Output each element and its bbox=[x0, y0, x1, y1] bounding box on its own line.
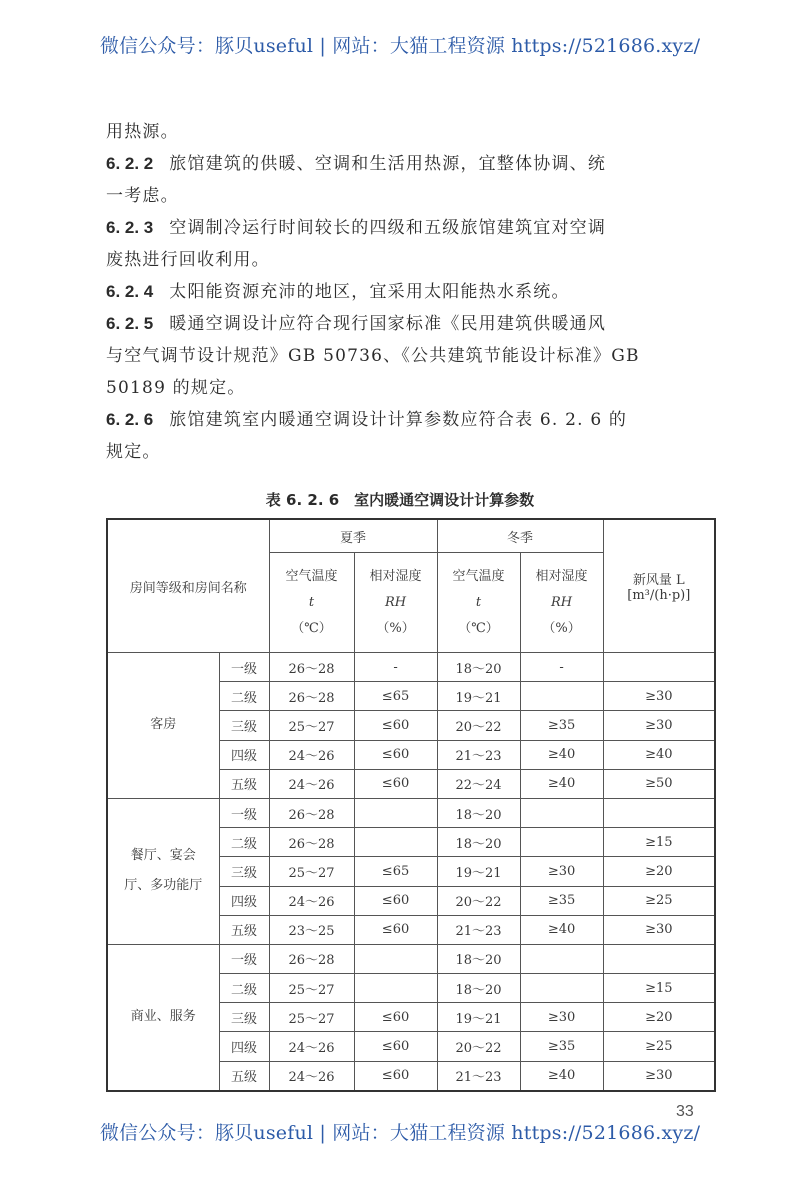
summer-rh-cell bbox=[354, 828, 437, 857]
fresh-air-cell: ≥25 bbox=[603, 1032, 715, 1061]
summer-rh-cell: - bbox=[354, 653, 437, 682]
summer-temp-cell: 24～26 bbox=[269, 769, 354, 798]
clause-text: 用热源。 bbox=[106, 122, 179, 142]
grade-cell: 一级 bbox=[219, 798, 269, 827]
summer-rh-cell bbox=[354, 944, 437, 973]
fresh-air-cell: ≥20 bbox=[603, 857, 715, 886]
fresh-air-cell: ≥30 bbox=[603, 915, 715, 944]
paragraph-line bbox=[106, 212, 606, 244]
fresh-air-unit: [m³/(h·p)] bbox=[627, 588, 691, 603]
winter-rh-cell bbox=[520, 974, 603, 1003]
fresh-air-header bbox=[603, 519, 715, 653]
parameters-table bbox=[106, 518, 716, 1092]
winter-rh-cell: ≥30 bbox=[520, 857, 603, 886]
clause-text: 太阳能资源充沛的地区，宜采用太阳能热水系统。 bbox=[169, 282, 570, 302]
summer-temp-cell: 23～25 bbox=[269, 915, 354, 944]
grade-cell: 一级 bbox=[219, 944, 269, 973]
grade-cell: 一级 bbox=[219, 653, 269, 682]
paragraph-line bbox=[106, 116, 179, 148]
temp-unit: （℃） bbox=[291, 620, 332, 636]
winter-temp-cell: 18～20 bbox=[437, 828, 520, 857]
summer-rh-cell: ≤60 bbox=[354, 915, 437, 944]
winter-temp-cell: 19～21 bbox=[437, 1003, 520, 1032]
page-number: 33 bbox=[676, 1103, 694, 1120]
grade-cell: 四级 bbox=[219, 1032, 269, 1061]
rh-unit: （%） bbox=[376, 620, 415, 636]
body-text bbox=[106, 116, 720, 468]
summer-temp-cell: 25～27 bbox=[269, 1003, 354, 1032]
fresh-air-cell: ≥30 bbox=[603, 711, 715, 740]
rh-symbol: RH bbox=[550, 594, 573, 610]
winter-rh-cell: ≥30 bbox=[520, 1003, 603, 1032]
room-type-cell: 客房 bbox=[107, 653, 219, 799]
clause-text: 废热进行回收利用。 bbox=[106, 250, 270, 270]
rh-label: 相对湿度 bbox=[369, 568, 422, 584]
fresh-air-cell: ≥30 bbox=[603, 682, 715, 711]
grade-cell: 三级 bbox=[219, 857, 269, 886]
summer-rh-cell: ≤60 bbox=[354, 769, 437, 798]
summer-rh-cell: ≤65 bbox=[354, 857, 437, 886]
paragraph-line bbox=[106, 340, 640, 372]
summer-temp-cell: 26～28 bbox=[269, 828, 354, 857]
summer-rh-cell bbox=[354, 798, 437, 827]
clause-number: 6. 2. 4 bbox=[106, 282, 154, 301]
clause-text: 空调制冷运行时间较长的四级和五级旅馆建筑宜对空调 bbox=[169, 218, 607, 238]
summer-temp-cell: 24～26 bbox=[269, 740, 354, 769]
winter-header: 冬季 bbox=[437, 519, 603, 553]
table-row bbox=[107, 653, 715, 682]
grade-cell: 二级 bbox=[219, 682, 269, 711]
paragraph-line bbox=[106, 404, 627, 436]
temp-label: 空气温度 bbox=[285, 568, 338, 584]
winter-temp-cell: 20～22 bbox=[437, 886, 520, 915]
grade-cell: 五级 bbox=[219, 1061, 269, 1091]
grade-cell: 五级 bbox=[219, 915, 269, 944]
summer-rh-cell: ≤60 bbox=[354, 1032, 437, 1061]
fresh-air-cell: ≥15 bbox=[603, 828, 715, 857]
summer-header: 夏季 bbox=[269, 519, 437, 553]
fresh-air-label: 新风量 L bbox=[632, 573, 685, 588]
winter-temp-cell: 20～22 bbox=[437, 711, 520, 740]
winter-temp-cell: 19～21 bbox=[437, 682, 520, 711]
paragraph-line bbox=[106, 244, 270, 276]
room-type-cell: 餐厅、宴会厅、多功能厅 bbox=[107, 798, 219, 944]
fresh-air-cell bbox=[603, 653, 715, 682]
paragraph-line bbox=[106, 148, 606, 180]
grade-cell: 五级 bbox=[219, 769, 269, 798]
winter-temp-cell: 18～20 bbox=[437, 798, 520, 827]
winter-rh-cell: ≥40 bbox=[520, 1061, 603, 1091]
clause-text: 规定。 bbox=[106, 442, 161, 462]
summer-rh-cell: ≤60 bbox=[354, 740, 437, 769]
winter-temp-cell: 21～23 bbox=[437, 915, 520, 944]
winter-temp-cell: 22～24 bbox=[437, 769, 520, 798]
winter-rh-cell: ≥40 bbox=[520, 740, 603, 769]
summer-rh-cell: ≤65 bbox=[354, 682, 437, 711]
grade-cell: 四级 bbox=[219, 886, 269, 915]
summer-temp-cell: 24～26 bbox=[269, 1061, 354, 1091]
room-type-cell: 商业、服务 bbox=[107, 944, 219, 1090]
summer-temp-cell: 25～27 bbox=[269, 711, 354, 740]
temp-label: 空气温度 bbox=[452, 568, 505, 584]
clause-text: 与空气调节设计规范》GB 50736、《公共建筑节能设计标准》GB bbox=[106, 346, 640, 366]
clause-text: 旅馆建筑的供暖、空调和生活用热源，宜整体协调、统 bbox=[169, 154, 607, 174]
summer-temp-cell: 25～27 bbox=[269, 974, 354, 1003]
winter-temp-cell: 18～20 bbox=[437, 944, 520, 973]
winter-rh-header bbox=[520, 553, 603, 653]
grade-cell: 三级 bbox=[219, 1003, 269, 1032]
winter-temp-header bbox=[437, 553, 520, 653]
temp-symbol: t bbox=[308, 594, 315, 610]
winter-rh-cell bbox=[520, 828, 603, 857]
paragraph-line bbox=[106, 436, 161, 468]
clause-number: 6. 2. 5 bbox=[106, 314, 154, 333]
summer-temp-cell: 24～26 bbox=[269, 1032, 354, 1061]
summer-temp-cell: 26～28 bbox=[269, 944, 354, 973]
paragraph-line bbox=[106, 372, 245, 404]
table-row bbox=[107, 798, 715, 827]
top-watermark-banner: 微信公众号：豚贝useful | 网站：大猫工程资源 https://521686.xyz/ bbox=[99, 35, 701, 57]
grade-cell: 三级 bbox=[219, 711, 269, 740]
clause-text: 一考虑。 bbox=[106, 186, 179, 206]
temp-symbol: t bbox=[475, 594, 482, 610]
fresh-air-cell: ≥25 bbox=[603, 886, 715, 915]
winter-temp-cell: 18～20 bbox=[437, 974, 520, 1003]
summer-temp-cell: 26～28 bbox=[269, 653, 354, 682]
fresh-air-cell: ≥50 bbox=[603, 769, 715, 798]
rh-label: 相对湿度 bbox=[535, 568, 588, 584]
clause-number: 6. 2. 2 bbox=[106, 154, 154, 173]
summer-temp-cell: 24～26 bbox=[269, 886, 354, 915]
room-header: 房间等级和房间名称 bbox=[107, 519, 269, 653]
winter-temp-cell: 18～20 bbox=[437, 653, 520, 682]
winter-rh-cell: ≥35 bbox=[520, 711, 603, 740]
winter-rh-cell: ≥40 bbox=[520, 915, 603, 944]
winter-rh-cell: ≥40 bbox=[520, 769, 603, 798]
winter-temp-cell: 21～23 bbox=[437, 740, 520, 769]
summer-temp-header bbox=[269, 553, 354, 653]
fresh-air-cell bbox=[603, 798, 715, 827]
grade-cell: 二级 bbox=[219, 828, 269, 857]
paragraph-line bbox=[106, 180, 179, 212]
summer-rh-cell: ≤60 bbox=[354, 711, 437, 740]
clause-text: 暖通空调设计应符合现行国家标准《民用建筑供暖通风 bbox=[169, 314, 607, 334]
winter-temp-cell: 21～23 bbox=[437, 1061, 520, 1091]
clause-text: 旅馆建筑室内暖通空调设计计算参数应符合表 6. 2. 6 的 bbox=[169, 410, 628, 430]
rh-symbol: RH bbox=[384, 594, 407, 610]
winter-rh-cell bbox=[520, 682, 603, 711]
winter-temp-cell: 20～22 bbox=[437, 1032, 520, 1061]
summer-temp-cell: 26～28 bbox=[269, 682, 354, 711]
table-caption: 表 6. 2. 6 室内暖通空调设计计算参数 bbox=[265, 491, 535, 509]
bottom-watermark-banner: 微信公众号：豚贝useful | 网站：大猫工程资源 https://521686.xyz/ bbox=[99, 1122, 701, 1144]
summer-rh-header bbox=[354, 553, 437, 653]
paragraph-line bbox=[106, 276, 570, 308]
clause-number: 6. 2. 3 bbox=[106, 218, 154, 237]
winter-temp-cell: 19～21 bbox=[437, 857, 520, 886]
grade-cell: 二级 bbox=[219, 974, 269, 1003]
rh-unit: （%） bbox=[542, 620, 581, 636]
winter-rh-cell: ≥35 bbox=[520, 1032, 603, 1061]
summer-rh-cell: ≤60 bbox=[354, 1061, 437, 1091]
clause-text: 50189 的规定。 bbox=[106, 378, 246, 398]
table-row bbox=[107, 944, 715, 973]
fresh-air-cell: ≥40 bbox=[603, 740, 715, 769]
summer-rh-cell: ≤60 bbox=[354, 1003, 437, 1032]
fresh-air-cell bbox=[603, 944, 715, 973]
winter-rh-cell bbox=[520, 944, 603, 973]
fresh-air-cell: ≥20 bbox=[603, 1003, 715, 1032]
paragraph-line bbox=[106, 308, 606, 340]
summer-temp-cell: 25～27 bbox=[269, 857, 354, 886]
fresh-air-cell: ≥15 bbox=[603, 974, 715, 1003]
summer-rh-cell bbox=[354, 974, 437, 1003]
clause-number: 6. 2. 6 bbox=[106, 410, 154, 429]
summer-temp-cell: 26～28 bbox=[269, 798, 354, 827]
temp-unit: （℃） bbox=[458, 620, 499, 636]
winter-rh-cell bbox=[520, 798, 603, 827]
winter-rh-cell: ≥35 bbox=[520, 886, 603, 915]
fresh-air-cell: ≥30 bbox=[603, 1061, 715, 1091]
summer-rh-cell: ≤60 bbox=[354, 886, 437, 915]
winter-rh-cell: - bbox=[520, 653, 603, 682]
grade-cell: 四级 bbox=[219, 740, 269, 769]
